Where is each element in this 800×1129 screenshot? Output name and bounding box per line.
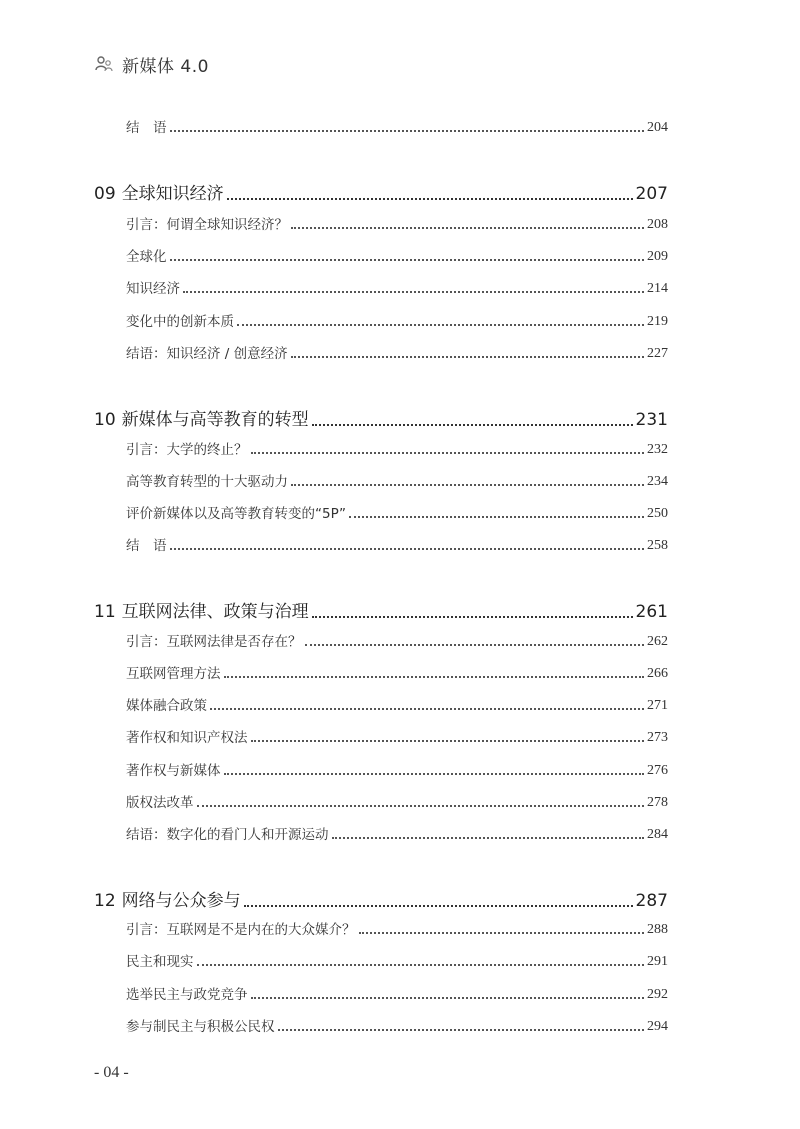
dot-leader [251,452,645,454]
entry-title: 引言：互联网是不是内在的大众媒介？ [126,922,356,938]
toc-entry [126,310,668,330]
chapter-row [94,886,668,911]
chapter-number: 09 [94,184,116,204]
page-ref: 261 [635,602,668,622]
dot-leader [210,708,644,710]
entry-title: 互联网管理方法 [126,666,221,682]
entry-title: 著作权和知识产权法 [126,730,248,746]
dot-leader [244,905,633,907]
toc-entry [126,823,668,843]
chapter-row [94,597,668,622]
entry-title: 著作权与新媒体 [126,763,221,779]
page-ref: 287 [635,891,668,911]
dot-leader [224,676,645,678]
entry-title: 评价新媒体以及高等教育转变的“5P” [126,506,346,522]
entry-title: 选举民主与政党竞争 [126,987,248,1003]
page-ref: 284 [647,827,668,842]
page-ref: 273 [647,730,668,745]
page-ref: 234 [647,474,668,489]
entry-title: 变化中的创新本质 [126,314,234,330]
dot-leader [291,356,644,358]
toc-entry [126,502,668,522]
dot-leader [251,740,645,742]
chapter-row [94,405,668,430]
page-ref: 258 [647,538,668,553]
toc-entry [126,245,668,265]
chapter-row [94,179,668,204]
entry-title: 引言：互联网法律是否存在？ [126,634,302,650]
chapter-title: 互联网法律、政策与治理 [121,602,309,622]
page-ref: 292 [647,987,668,1002]
page-ref: 207 [635,184,668,204]
toc-entry [126,470,668,490]
toc-entry [126,983,668,1003]
toc-entry [126,950,668,970]
dot-leader [251,997,645,999]
entry-title: 版权法改革 [126,795,194,811]
entry-title: 结语：数字化的看门人和开源运动 [126,827,329,843]
chapter-title: 新媒体与高等教育的转型 [121,410,309,430]
book-title: 新媒体 4.0 [122,56,209,77]
chapter-number: 10 [94,410,116,430]
entry-title: 媒体融合政策 [126,698,207,714]
dot-leader [170,259,645,261]
entry-title: 全球化 [126,249,167,265]
chapter-number: 11 [94,602,116,622]
entry-title: 知识经济 [126,281,180,297]
page-ref: 208 [647,217,668,232]
toc-entry [126,662,668,682]
toc-entry [126,726,668,746]
entry-title: 参与制民主与积极公民权 [126,1019,275,1035]
page-ref: 278 [647,795,668,810]
page-ref: 271 [647,698,668,713]
page-ref: 204 [647,120,668,135]
toc-entry [126,342,668,362]
dot-leader [170,130,645,132]
dot-leader [312,424,633,426]
dot-leader [291,484,644,486]
toc-entry [126,438,668,458]
toc-entry [126,277,668,297]
entry-title: 结 语 [126,538,167,554]
toc-entry [126,534,668,554]
running-header [94,52,209,76]
people-icon [94,54,114,74]
page-ref: 288 [647,922,668,937]
page-ref: 262 [647,634,668,649]
dot-leader [224,773,645,775]
page-ref: 276 [647,763,668,778]
page-ref: 232 [647,442,668,457]
dot-leader [359,932,645,934]
entry-title: 高等教育转型的十大驱动力 [126,474,288,490]
toc-entry [126,694,668,714]
dot-leader [197,964,645,966]
dot-leader [183,291,644,293]
toc-entry [126,791,668,811]
entry-title: 结语：知识经济 / 创意经济 [126,346,288,362]
dot-leader [349,516,644,518]
entry-title: 引言：大学的终止？ [126,442,248,458]
dot-leader [305,644,645,646]
toc-entry [126,918,668,938]
toc-entry [126,116,668,136]
dot-leader [312,616,633,618]
dot-leader [227,198,633,200]
entry-title: 结 语 [126,120,167,136]
page-ref: 291 [647,954,668,969]
chapter-title: 网络与公众参与 [121,891,241,911]
toc-entry [126,630,668,650]
page-ref: 294 [647,1019,668,1034]
toc-entry [126,759,668,779]
dot-leader [332,837,645,839]
dot-leader [278,1029,645,1031]
toc-entry [126,213,668,233]
page-number: - 04 - [94,1064,129,1081]
dot-leader [197,805,645,807]
chapter-title: 全球知识经济 [121,184,224,204]
dot-leader [237,324,644,326]
chapter-number: 12 [94,891,116,911]
page-ref: 227 [647,346,668,361]
page-ref: 219 [647,314,668,329]
page-ref: 266 [647,666,668,681]
page-ref: 250 [647,506,668,521]
dot-leader [170,548,645,550]
page-ref: 214 [647,281,668,296]
page-ref: 231 [635,410,668,430]
toc-entry [126,1015,668,1035]
entry-title: 引言：何谓全球知识经济？ [126,217,288,233]
page-ref: 209 [647,249,668,264]
dot-leader [291,227,644,229]
entry-title: 民主和现实 [126,954,194,970]
